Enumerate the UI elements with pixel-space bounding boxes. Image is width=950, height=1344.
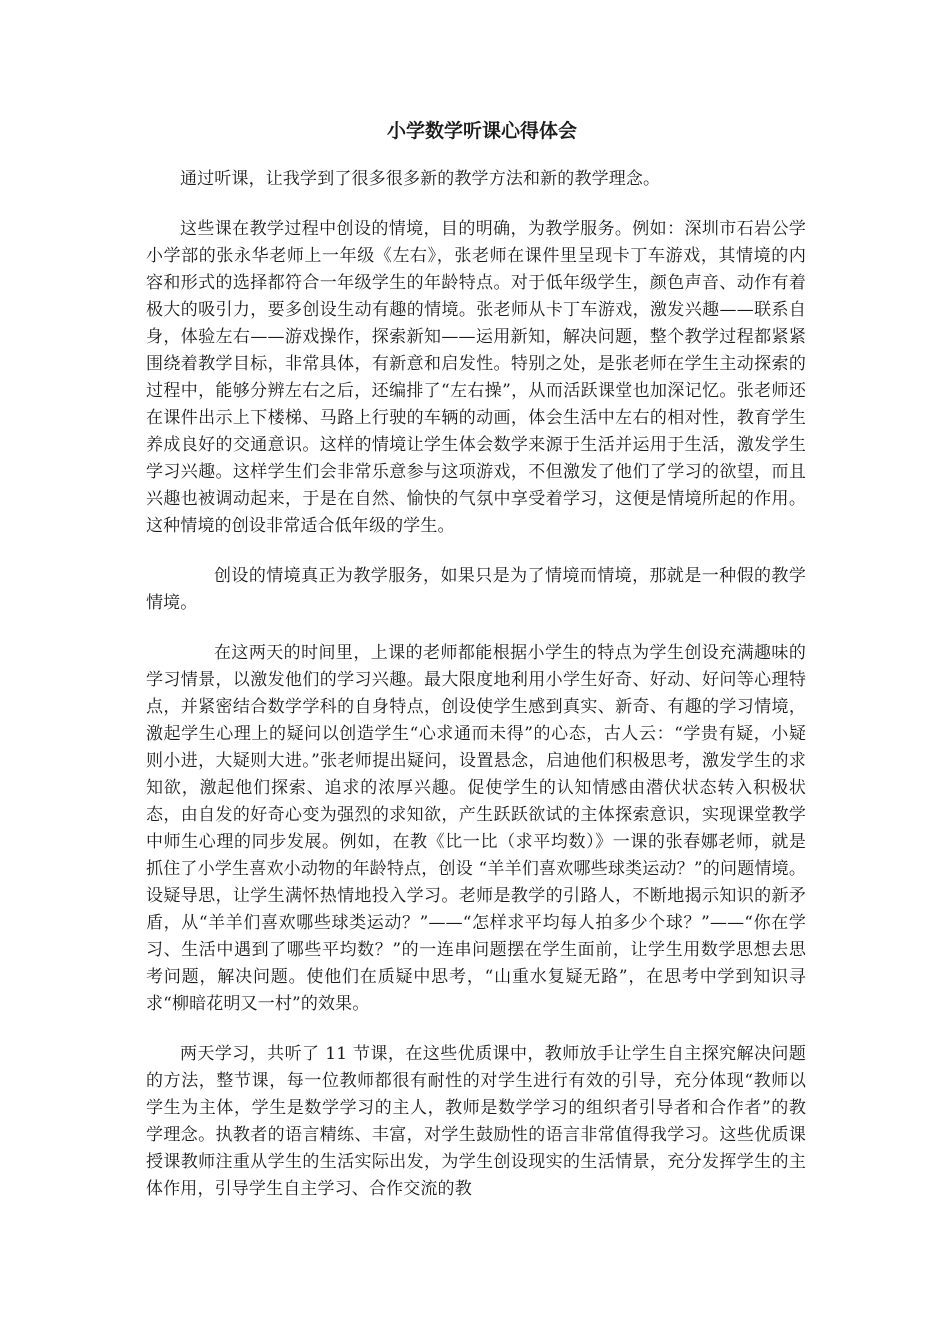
paragraph-intro: 通过听课，让我学到了很多很多新的教学方法和新的教学理念。 bbox=[180, 169, 661, 189]
paragraph-two-days-study: 两天学习，共听了 11 节课，在这些优质课中，教师放手让学生自主探究解决问题的方法，整节课，每一位教师都很有耐性的对学生进行有效的引导，充分体现“教师以学生为主体，学生是数学学习的主人，教师是数学学习的组织者引导者和合作者”的教学理念。执教者的语言精练、丰富，对学生鼓励性的语言非常值得我学习。这些优质课授课教师注重从学生的生活实际出发，为学生创设现实的生活情景，充分发挥学生的主体作用，引导学生自主学习、合作交流的教 bbox=[146, 1044, 806, 1199]
paragraph-situation-example: 这些课在教学过程中创设的情境，目的明确，为教学服务。例如：深圳市石岩公学小学部的张永华老师上一年级《左右》，张老师在课件里呈现卡丁车游戏，其情境的内容和形式的选择都符合一年级学生的年龄特点。对于低年级学生，颜色声音、动作有着极大的吸引力，要多创设生动有趣的情境。张老师从卡丁车游戏，激发兴趣——联系自身，体验左右——游戏操作，探索新知——运用新知，解决问题，整个教学过程都紧紧围绕着教学目标，非常具体，有新意和启发性。特别之处，是张老师在学生主动探索的过程中，能够分辨左右之后，还编排了“左右操”，从而活跃课堂也加深记忆。张老师还在课件出示上下楼梯、马路上行驶的车辆的动画，体会生活中左右的相对性，教育学生养成良好的交通意识。这样的情境让学生体会数学来源于生活并运用于生活，激发学生学习兴趣。这样学生们会非常乐意参与这项游戏，不但激发了他们了学习的欲望，而且兴趣也被调动起来，于是在自然、愉快的气氛中享受着学习，这便是情境所起的作用。这种情境的创设非常适合低年级的学生。 bbox=[146, 219, 806, 536]
document-page bbox=[146, 116, 806, 1226]
paragraph-situation-purpose: 创设的情境真正为教学服务，如果只是为了情境而情境，那就是一种假的教学情境。 bbox=[146, 566, 806, 613]
document-title: 小学数学听课心得体会 bbox=[386, 120, 577, 142]
paragraph-interest-questions: 在这两天的时间里，上课的老师都能根据小学生的特点为学生创设充满趣味的学习情景，以激发他们的学习兴趣。最大限度地利用小学生好奇、好动、好问等心理特点，并紧密结合数学学科的自身特点，创设使学生感到真实、新奇、有趣的学习情境，激起学生心理上的疑问以创造学生“心求通而未得”的心态，古人云：“学贵有疑，小疑则小进，大疑则大进。”张老师提出疑问，设置悬念，启迪他们积极思考，激发学生的求知欲，激起他们探索、追求的浓厚兴趣。促使学生的认知情感由潜伏状态转入积极状态，由自发的好奇心变为强烈的求知欲，产生跃跃欲试的主体探索意识，实现课堂教学中师生心理的同步发展。例如，在教《比一比（求平均数）》一课的张春娜老师，就是抓住了小学生喜欢小动物的年龄特点，创设 “羊羊们喜欢哪些球类运动？”的问题情境。设疑导思，让学生满怀热情地投入学习。老师是教学的引路人，不断地揭示知识的新矛盾，从“羊羊们喜欢哪些球类运动？”——“怎样求平均每人拍多少个球？”——“你在学习、生活中遇到了哪些平均数？”的一连串问题摆在学生面前，让学生用数学思想去思考问题，解决问题。使他们在质疑中思考，“山重水复疑无路”，在思考中学到知识寻求“柳暗花明又一村”的效果。 bbox=[146, 643, 806, 1014]
